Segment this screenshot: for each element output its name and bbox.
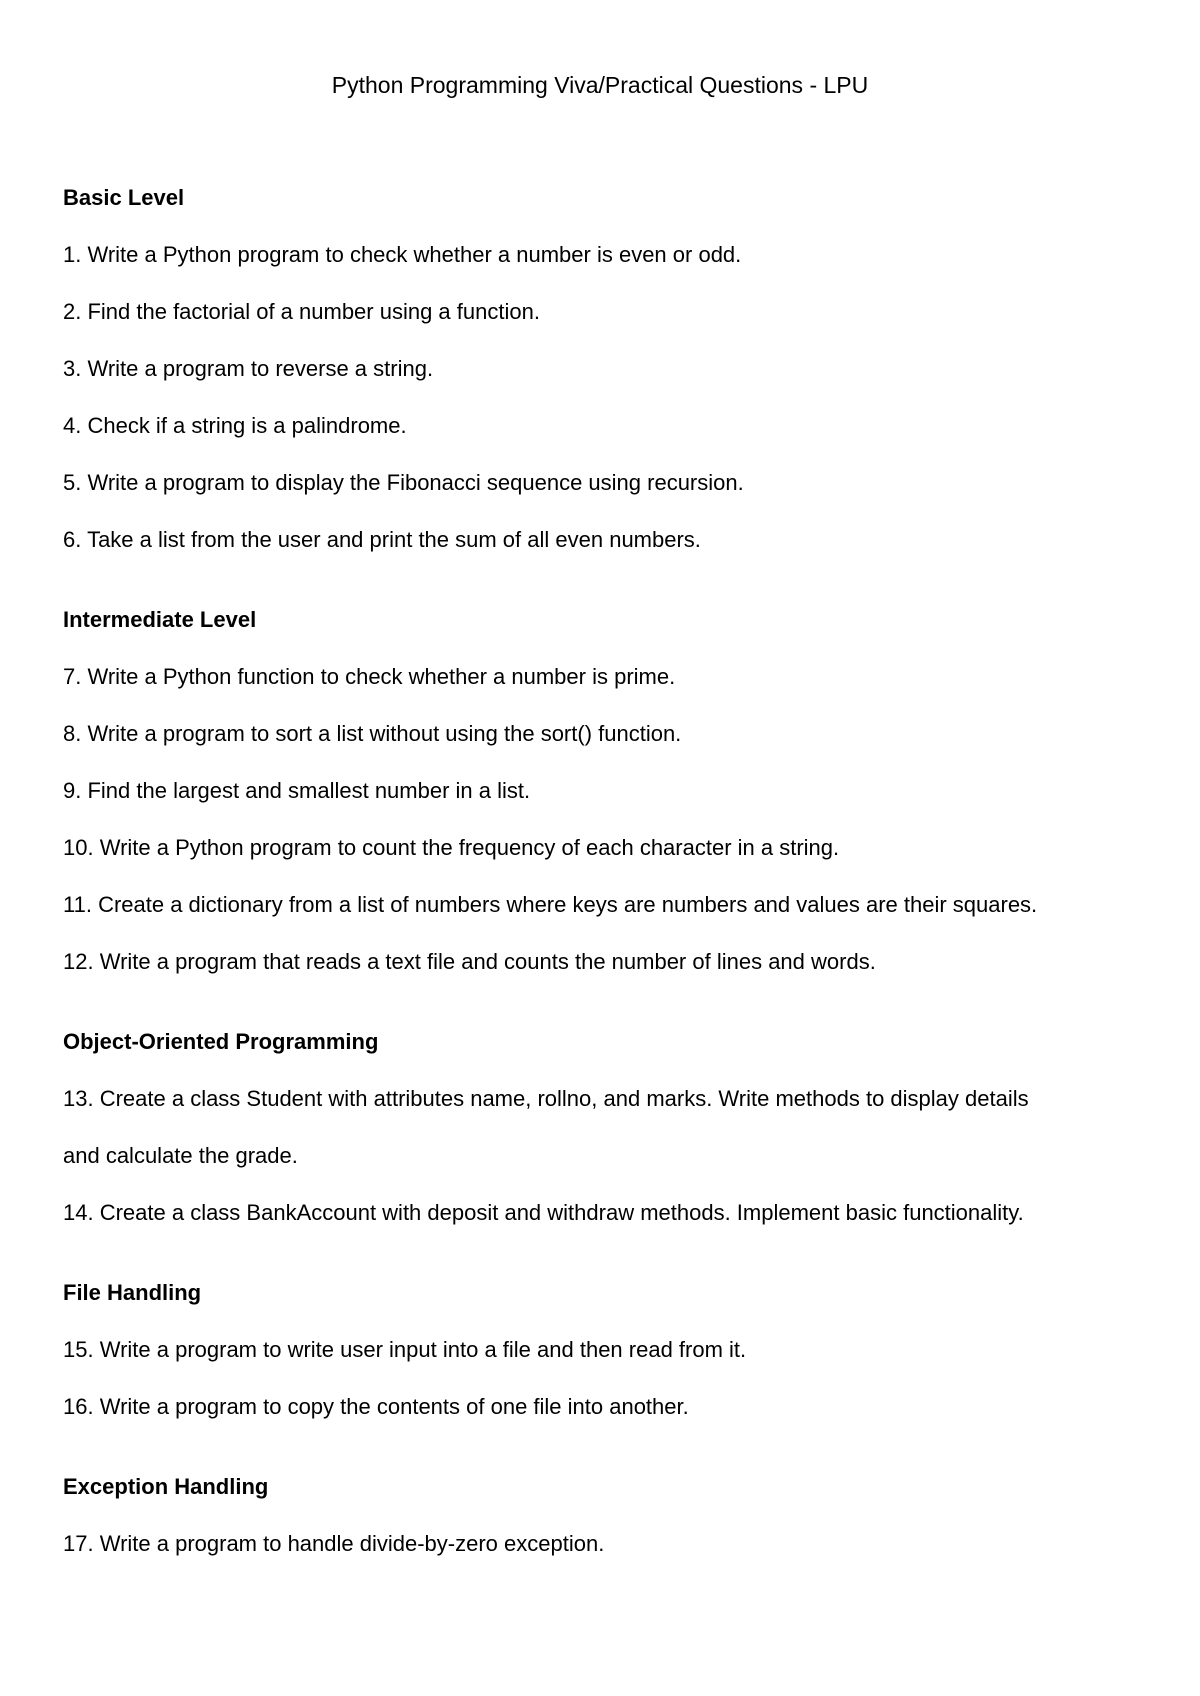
- question-item: 14. Create a class BankAccount with deposit and withdraw methods. Implement basic functionality.: [63, 1200, 1024, 1225]
- question-item: 8. Write a program to sort a list without using the sort() function.: [63, 721, 682, 746]
- section-heading: File Handling: [63, 1280, 202, 1305]
- section-basic-level: [63, 183, 1153, 555]
- question-item: 15. Write a program to write user input into a file and then read from it.: [63, 1337, 747, 1362]
- section-heading: Intermediate Level: [63, 607, 257, 632]
- question-item: 2. Find the factorial of a number using a function.: [63, 299, 540, 324]
- section-exception-handling: [63, 1472, 1153, 1559]
- question-item: 16. Write a program to copy the contents of one file into another.: [63, 1394, 689, 1419]
- question-item: 4. Check if a string is a palindrome.: [63, 413, 407, 438]
- question-item: 13. Create a class Student with attributes name, rollno, and marks. Write methods to display details: [63, 1086, 1029, 1111]
- section-intermediate-level: [63, 605, 1153, 977]
- question-item: 3. Write a program to reverse a string.: [63, 356, 434, 381]
- section-file-handling: [63, 1278, 1153, 1422]
- section-object-oriented-programming: [63, 1027, 1153, 1228]
- section-heading: Basic Level: [63, 185, 185, 210]
- document-title: Python Programming Viva/Practical Questions - LPU: [331, 72, 869, 98]
- question-item: 5. Write a program to display the Fibonacci sequence using recursion.: [63, 470, 744, 495]
- question-item: 9. Find the largest and smallest number in a list.: [63, 778, 531, 803]
- question-item: 17. Write a program to handle divide-by-zero exception.: [63, 1531, 605, 1556]
- document-body: [63, 183, 1153, 1559]
- question-item: 6. Take a list from the user and print the sum of all even numbers.: [63, 527, 701, 552]
- question-item: 12. Write a program that reads a text file and counts the number of lines and words.: [63, 949, 876, 974]
- section-heading: Exception Handling: [63, 1474, 269, 1499]
- question-item-continuation: and calculate the grade.: [63, 1143, 298, 1168]
- question-item: 1. Write a Python program to check whether a number is even or odd.: [63, 242, 742, 267]
- question-item: 10. Write a Python program to count the frequency of each character in a string.: [63, 835, 840, 860]
- question-item: 7. Write a Python function to check whether a number is prime.: [63, 664, 676, 689]
- section-heading: Object-Oriented Programming: [63, 1029, 379, 1054]
- question-item: 11. Create a dictionary from a list of numbers where keys are numbers and values are their squares.: [63, 892, 1038, 917]
